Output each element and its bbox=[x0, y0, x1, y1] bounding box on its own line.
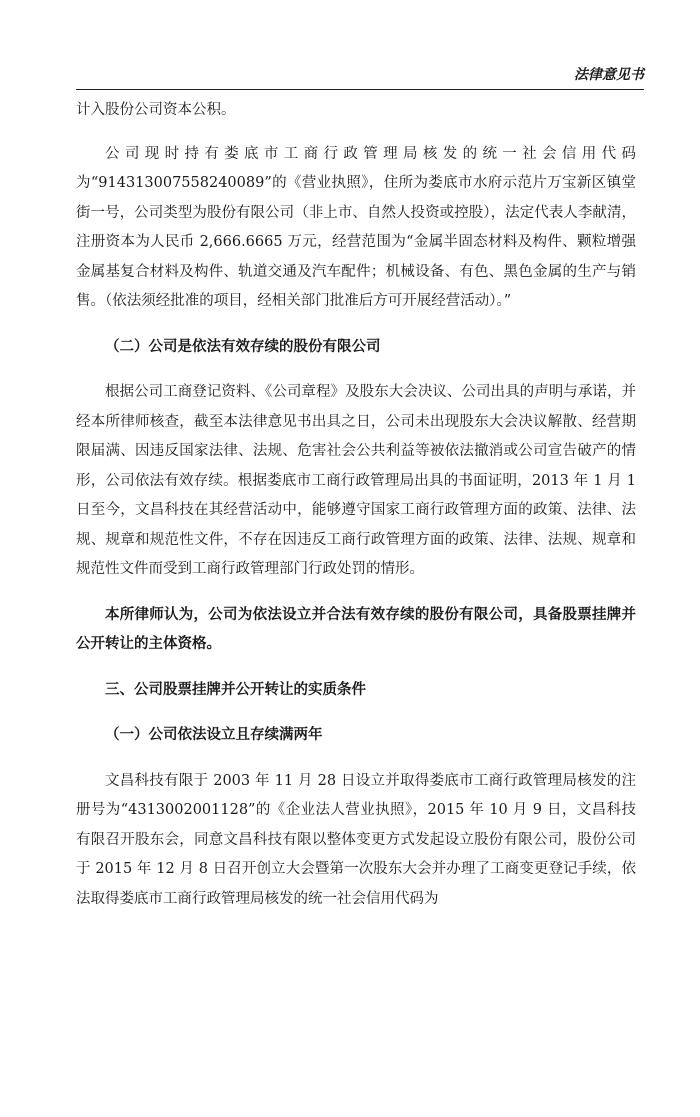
section-heading-two-years: （一）公司依法设立且存续满两年 bbox=[105, 727, 323, 743]
header-rule bbox=[76, 89, 644, 90]
section-heading-substantive-conditions: 三、公司股票挂牌并公开转让的实质条件 bbox=[105, 681, 366, 698]
paragraph-continued: 计入股份公司资本公积。 bbox=[76, 102, 236, 118]
section-heading-valid-existence: （二）公司是依法有效存续的股份有限公司 bbox=[105, 338, 381, 355]
paragraph-verification: 根据公司工商登记资料、《公司章程》及股东大会决议、公司出具的声明与承诺，并经本所律师核查，截至本法律意见书出具之日，公司未出现股东大会决议解散、经营期限届满、因违反国家法律、法规、危害社会公共利益等被依法撤消或公司宣告破产的情形，公司依法有效存续。根据娄底市工商行政管理局出具的书面证明，2013 年 1 月 1 日至今，文昌科技在其经营活动中，能够遵守国家工商行政管理方面的政策、法律、法规、规章和规范性文件，不存在因违反工商行政管理方面的政策、法律、法规、规章和规范性文件而受到工商行政管理部门行政处罚的情形。 bbox=[76, 384, 636, 577]
paragraph-business-license: 公司现时持有娄底市工商行政管理局核发的统一社会信用代码为“914313007558240089”的《营业执照》，住所为娄底市水府示范片万宝新区镇堂街一号，公司类型为股份有限公司（非上市、自然人投资或控股），法定代表人李献清，注册资本为人民币 2,666.6665 万元，经营范围为“金属半固态材料及构件、颗粒增强金属基复合材料及构件、轨道交通及汽车配件；机械设备、有色、黑色金属的生产与销售。（依法须经批准的项目，经相关部门批准后方可开展经营活动）。” bbox=[76, 145, 636, 309]
header-title: 法律意见书 bbox=[574, 67, 644, 83]
paragraph-lawyer-opinion: 本所律师认为，公司为依法设立并合法有效存续的股份有限公司，具备股票挂牌并公开转让的主体资格。 bbox=[76, 606, 636, 652]
document-body bbox=[76, 96, 636, 914]
paragraph-establishment: 文昌科技有限于 2003 年 11 月 28 日设立并取得娄底市工商行政管理局核发的注册号为“4313002001128”的《企业法人营业执照》，2015 年 10 月 9 日，文昌科技有限召开股东会，同意文昌科技有限以整体变更方式发起设立股份有限公司，股份公司于 2015 年 12 月 8 日召开创立大会暨第一次股东大会并办理了工商变更登记手续，依法取得娄底市工商行政管理局核发的统一社会信用代码为 bbox=[76, 772, 636, 907]
